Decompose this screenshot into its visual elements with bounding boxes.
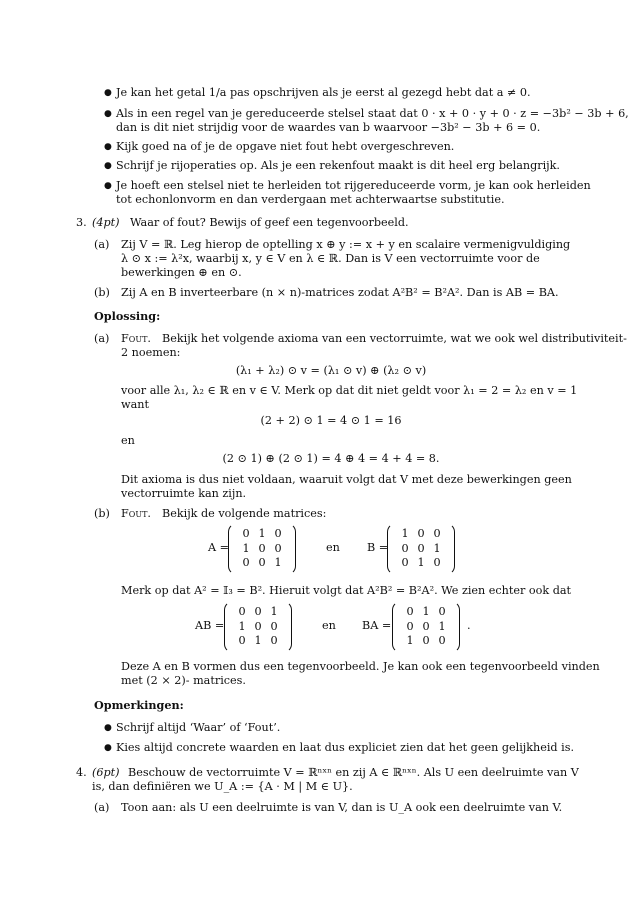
matrix-entry: 1 (270, 605, 278, 619)
solution-label: (a) (94, 332, 110, 345)
matrix-A (228, 523, 296, 575)
solution-text: Merk op dat A² = 𝕀₃ = B². Hieruit volgt dat A²B² = B²A². We zien echter ook dat (121, 584, 572, 597)
bullet-text: Kijk goed na of je de opgave niet fout hebt overgeschreven. (116, 140, 455, 153)
matrix-entry: 0 (433, 556, 441, 570)
matrix-label: B = (367, 541, 389, 554)
equation: (2 ⊙ 1) ⊕ (2 ⊙ 1) = 4 ⊕ 4 = 4 + 4 = 8. (222, 452, 440, 465)
matrix-entry: 0 (242, 527, 250, 541)
matrix-entry: 0 (401, 541, 409, 555)
matrix-entry: 0 (422, 634, 430, 648)
connector-en: en (322, 619, 336, 632)
solution-text: 2 noemen: (121, 346, 181, 359)
bullet-text: dan is dit niet strijdig voor de waardes van b waarvoor −3b² − 3b + 6 = 0. (116, 121, 541, 134)
matrix-entry: 0 (274, 541, 282, 555)
matrix-entry: 0 (270, 619, 278, 633)
matrix-BA (392, 601, 460, 653)
solution-text: want (121, 398, 149, 411)
punctuation: . (467, 619, 471, 632)
matrix-entry: 0 (258, 541, 266, 555)
bullet-text: Je kan het getal 1/a pas opschrijven als je eerst al gezegd hebt dat a ≠ 0. (116, 86, 531, 99)
verdict-fout: Fout. (121, 332, 151, 345)
subquestion-label: (a) (94, 801, 110, 814)
matrix-entry: 0 (254, 619, 262, 633)
matrix-entry: 0 (417, 541, 425, 555)
matrix-entry: 0 (270, 634, 278, 648)
matrix-label: AB = (195, 619, 225, 632)
question-number: 4. (76, 766, 87, 779)
matrix-entry: 0 (274, 527, 282, 541)
matrix-entry: 1 (417, 556, 425, 570)
bullet-marker: ● (104, 181, 112, 191)
subquestion-label: (b) (94, 286, 110, 299)
matrix-entry: 0 (242, 556, 250, 570)
question-text: Beschouw de vectorruimte V = ℝⁿˣⁿ en zij A ∈ ℝⁿˣⁿ. Als U een deelruimte van V (128, 766, 579, 779)
solution-text: vectorruimte kan zijn. (121, 487, 247, 500)
matrix-AB (224, 601, 292, 653)
matrix-label: A = (208, 541, 230, 554)
matrix-entry: 0 (401, 556, 409, 570)
matrix-entry: 0 (258, 556, 266, 570)
bullet-marker: ● (104, 161, 112, 171)
solution-text: voor alle λ₁, λ₂ ∈ ℝ en v ∈ V. Merk op dat dit niet geldt voor λ₁ = 2 = λ₂ en v = 1 (121, 384, 578, 397)
bullet-text: Als in een regel van je gereduceerde stelsel staat dat 0 · x + 0 · y + 0 · z = −3b² − 3b + 6, (116, 107, 629, 120)
matrix-entry: 0 (254, 605, 262, 619)
matrix-entry: 1 (438, 619, 446, 633)
matrix-entry: 0 (438, 634, 446, 648)
matrix-entry: 0 (433, 527, 441, 541)
subquestion-text: Toon aan: als U een deelruimte is van V, dan is U_A ook een deelruimte van V. (121, 801, 563, 814)
matrix-entry: 1 (422, 605, 430, 619)
solution-text: met (2 × 2)- matrices. (121, 674, 246, 687)
matrix-entry: 0 (406, 619, 414, 633)
question-points: (6pt) (92, 766, 120, 779)
solution-text: Bekijk de volgende matrices: (162, 507, 327, 520)
subquestion-text: Zij V = ℝ. Leg hierop de optelling x ⊕ y := x + y en scalaire vermenigvuldiging (121, 238, 571, 251)
solution-text: Deze A en B vormen dus een tegenvoorbeeld. Je kan ook een tegenvoorbeeld vinden (121, 660, 600, 673)
matrix-entry: 1 (406, 634, 414, 648)
solution-text: en (121, 434, 135, 447)
bullet-marker: ● (104, 142, 112, 152)
solution-label: (b) (94, 507, 110, 520)
solution-text: Dit axioma is dus niet voldaan, waaruit volgt dat V met deze bewerkingen geen (121, 473, 572, 486)
solution-text: Bekijk het volgende axioma van een vectorruimte, wat we ook wel distributiviteit- (162, 332, 627, 345)
connector-en: en (326, 541, 340, 554)
question-number: 3. (76, 216, 87, 229)
matrix-B (387, 523, 455, 575)
matrix-label: BA = (362, 619, 392, 632)
subquestion-text: Zij A en B inverteerbare (n × n)-matrices zodat A²B² = B²A². Dan is AB = BA. (121, 286, 559, 299)
equation: (2 + 2) ⊙ 1 = 4 ⊙ 1 = 16 (260, 414, 402, 427)
bullet-marker: ● (104, 743, 112, 753)
matrix-entry: 1 (401, 527, 409, 541)
subquestion-label: (a) (94, 238, 110, 251)
matrix-entry: 0 (422, 619, 430, 633)
question-text: is, dan definiëren we U_A := {A · M | M ∈ U}. (92, 780, 353, 793)
bullet-text: tot echonlonvorm en dan verdergaan met achterwaartse substitutie. (116, 193, 505, 206)
matrix-entry: 1 (274, 556, 282, 570)
bullet-marker: ● (104, 109, 112, 119)
bullet-marker: ● (104, 723, 112, 733)
matrix-entry: 0 (438, 605, 446, 619)
verdict-fout: Fout. (121, 507, 151, 520)
bullet-marker: ● (104, 88, 112, 98)
question-points: (4pt) (92, 216, 120, 229)
subquestion-text: bewerkingen ⊕ en ⊙. (121, 266, 242, 279)
equation: (λ₁ + λ₂) ⊙ v = (λ₁ ⊙ v) ⊕ (λ₂ ⊙ v) (235, 364, 427, 377)
matrix-entry: 0 (417, 527, 425, 541)
matrix-entry: 0 (406, 605, 414, 619)
remarks-heading: Opmerkingen: (94, 698, 184, 712)
matrix-entry: 1 (242, 541, 250, 555)
matrix-entry: 1 (238, 619, 246, 633)
matrix-entry: 1 (433, 541, 441, 555)
question-prompt: Waar of fout? Bewijs of geef een tegenvoorbeeld. (130, 216, 409, 229)
matrix-entry: 0 (238, 605, 246, 619)
subquestion-text: λ ⊙ x := λ²x, waarbij x, y ∈ V en λ ∈ ℝ. Dan is V een vectorruimte voor de (121, 252, 540, 265)
matrix-entry: 1 (258, 527, 266, 541)
bullet-text: Schrijf je rijoperaties op. Als je een rekenfout maakt is dit heel erg belangrijk. (116, 159, 560, 172)
matrix-entry: 0 (238, 634, 246, 648)
remark-item: Schrijf altijd ‘Waar’ of ‘Fout’. (116, 721, 281, 734)
bullet-text: Je hoeft een stelsel niet te herleiden tot rijgereduceerde vorm, je kan ook herleiden (116, 179, 591, 192)
remark-item: Kies altijd concrete waarden en laat dus expliciet zien dat het geen gelijkheid is. (116, 741, 575, 754)
matrix-entry: 1 (254, 634, 262, 648)
solution-heading: Oplossing: (94, 309, 161, 323)
